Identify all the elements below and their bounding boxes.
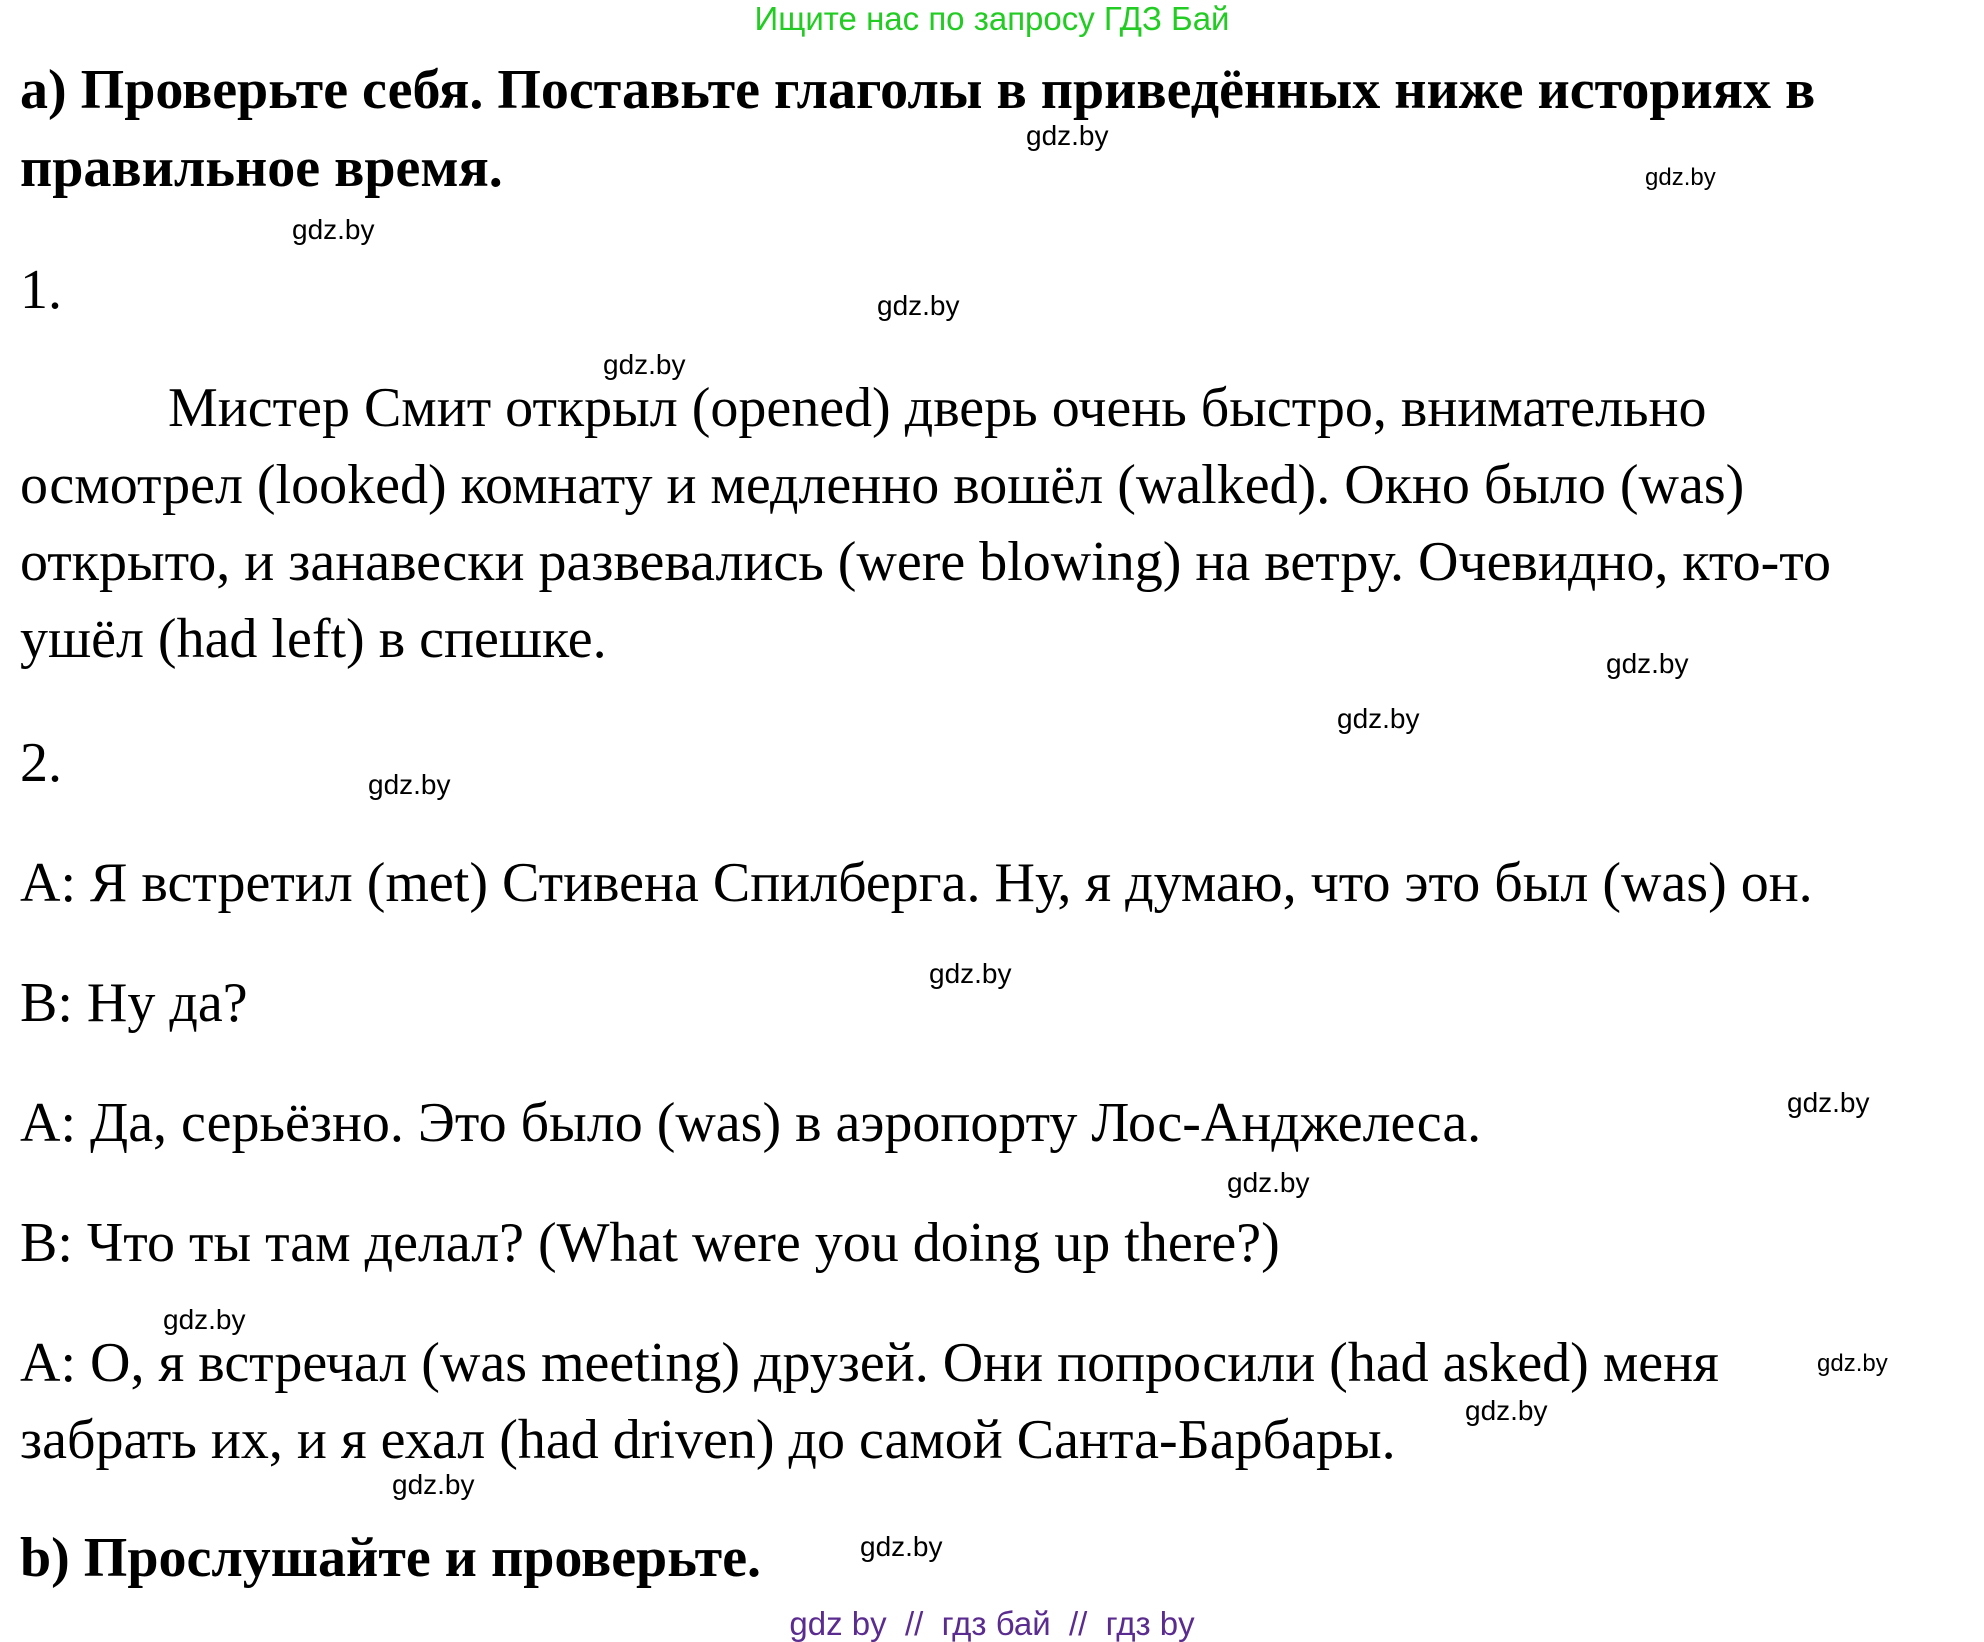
task-a-heading-line-1: a) Проверьте себя. Поставьте глаголы в приведённых ниже историях в	[20, 59, 1816, 121]
watermark: gdz.by	[1227, 1167, 1310, 1198]
watermark: gdz.by	[163, 1304, 246, 1335]
watermark: gdz.by	[292, 214, 375, 245]
story-1-line-2: осмотрел (looked) комнату и медленно вошёл (walked). Окно было (was)	[20, 454, 1745, 516]
dialogue-line-6: забрать их, и я ехал (had driven) до самой Санта-Барбары.	[20, 1409, 1396, 1471]
watermark: gdz.by	[877, 290, 960, 321]
dialogue-line-3: A: Да, серьёзно. Это было (was) в аэропорту Лос-Анджелеса.	[20, 1092, 1482, 1154]
watermark: gdz.by	[1026, 120, 1109, 151]
story-1-line-1: Мистер Смит открыл (opened) дверь очень быстро, внимательно	[168, 377, 1707, 439]
footer-watermark: gdz by // гдз бай // гдз by	[789, 1605, 1195, 1642]
watermark: gdz.by	[1606, 648, 1689, 679]
watermark: gdz.by	[860, 1531, 943, 1562]
task-a-heading-line-2: правильное время.	[20, 137, 503, 199]
story-1-number: 1.	[20, 259, 62, 321]
search-banner: Ищите нас по запросу ГДЗ Бай	[754, 0, 1230, 37]
watermark: gdz.by	[1645, 164, 1716, 191]
watermark: gdz.by	[1337, 703, 1420, 734]
dialogue-line-4: B: Что ты там делал? (What were you doing up there?)	[20, 1212, 1280, 1274]
watermark: gdz.by	[1465, 1395, 1548, 1426]
watermark: gdz.by	[929, 958, 1012, 989]
watermark: gdz.by	[1787, 1087, 1870, 1118]
dialogue-line-5: A: О, я встречал (was meeting) друзей. Они попросили (had asked) меня	[20, 1332, 1719, 1394]
story-2-number: 2.	[20, 732, 62, 794]
watermark: gdz.by	[368, 769, 451, 800]
story-1-line-4: ушёл (had left) в спешке.	[20, 608, 607, 670]
dialogue-line-1: A: Я встретил (met) Стивена Спилберга. Ну, я думаю, что это был (was) он.	[20, 852, 1813, 914]
story-1-line-3: открыто, и занавески развевались (were blowing) на ветру. Очевидно, кто-то	[20, 531, 1831, 593]
watermark: gdz.by	[392, 1469, 475, 1500]
watermark: gdz.by	[603, 349, 686, 380]
watermark: gdz.by	[1817, 1350, 1888, 1377]
task-b-heading: b) Прослушайте и проверьте.	[20, 1527, 762, 1589]
dialogue-line-2: B: Ну да?	[20, 972, 248, 1034]
